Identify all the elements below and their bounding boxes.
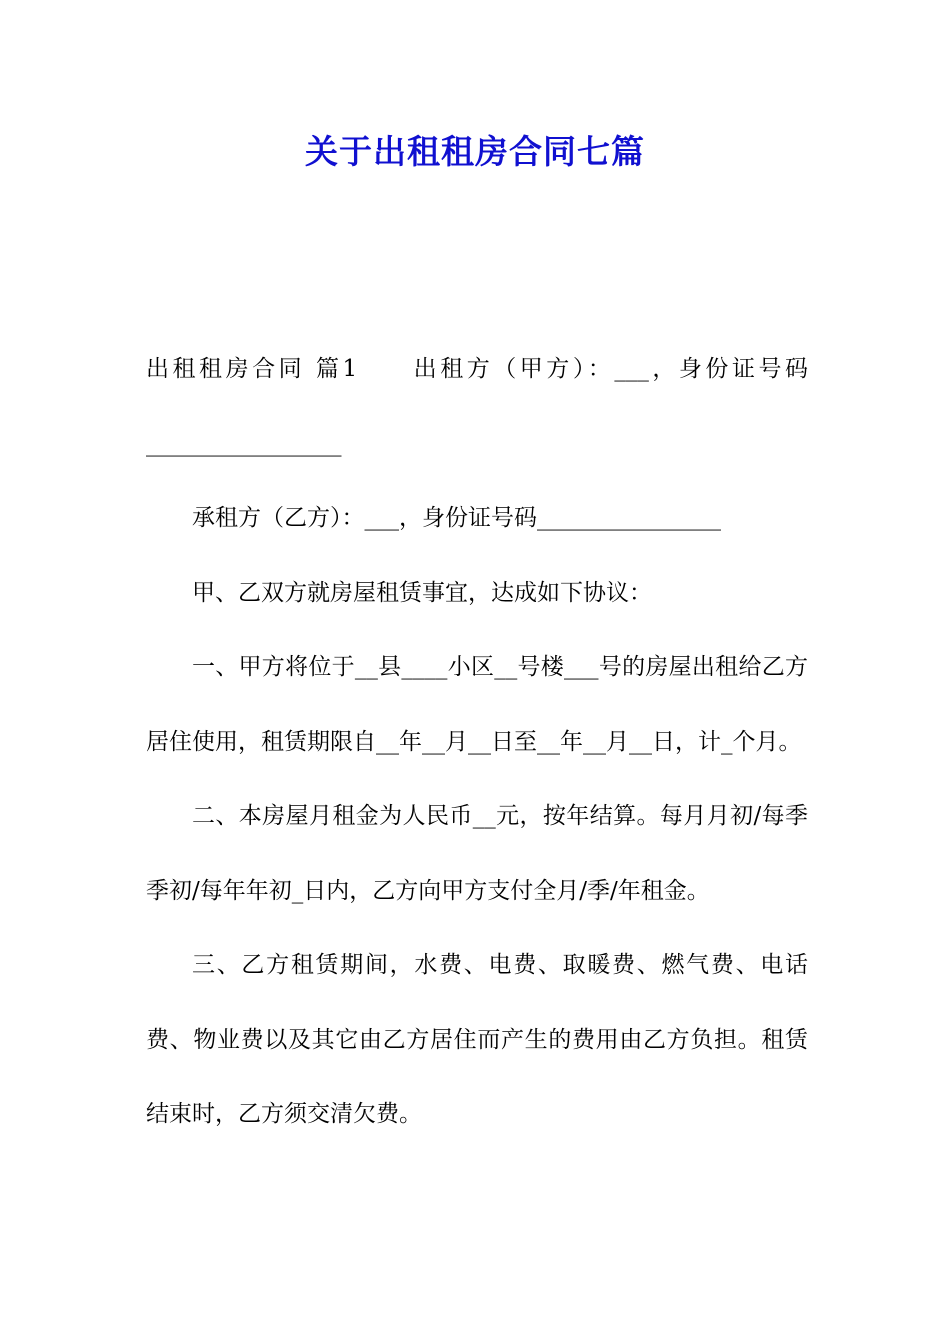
paragraph-heading-line: 出租租房合同 篇1 出租方（甲方）：___，身份证号码_________________ [146,356,808,457]
document-body [146,332,808,1152]
paragraph-clause-2: 二、本房屋月租金为人民币__元，按年结算。每月月初/每季季初/每年年初_日内，乙方向甲方支付全月/季/年租金。 [146,803,808,904]
document-title: 关于出租租房合同七篇 [305,132,645,171]
paragraph-clause-1: 一、甲方将位于__县____小区__号楼___号的房屋出租给乙方居住使用，租赁期限自__年__月__日至__年__月__日，计_个月。 [146,654,808,755]
paragraph-clause-3: 三、乙方租赁期间，水费、电费、取暖费、燃气费、电话费、物业费以及其它由乙方居住而产生的费用由乙方负担。租赁结束时，乙方须交清欠费。 [146,952,808,1127]
paragraph-lessee: 承租方（乙方）：___，身份证号码________________ [192,505,721,531]
paragraph-agreement: 甲、乙双方就房屋租赁事宜，达成如下协议： [192,579,652,606]
